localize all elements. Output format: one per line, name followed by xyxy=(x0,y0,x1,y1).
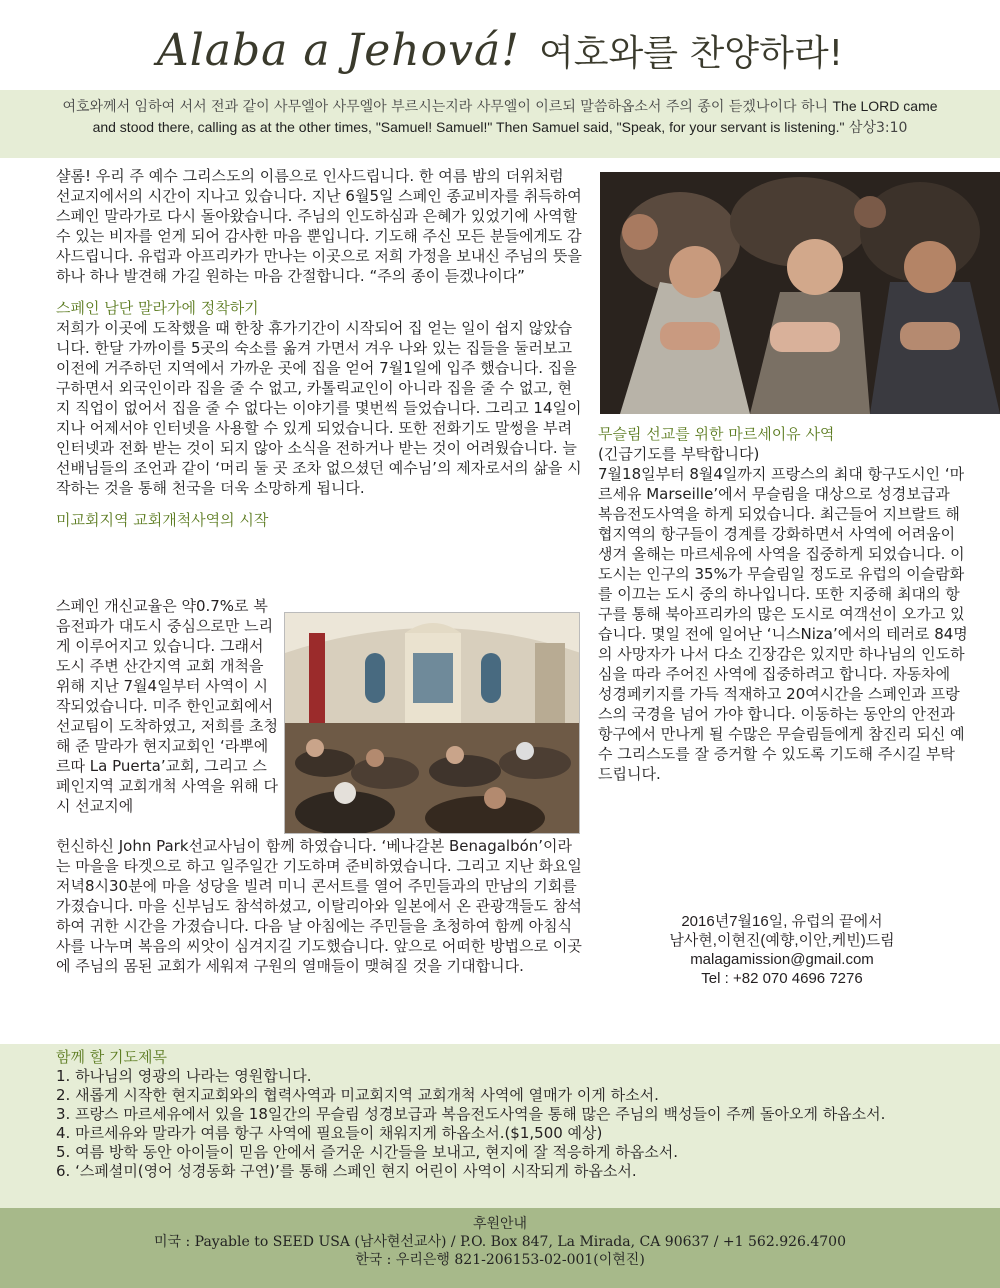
prayer-item: 4. 마르세유와 말라가 여름 항구 사역에 필요들이 채워지게 하옵소서.($1,500 예상) xyxy=(56,1124,603,1142)
support-footer xyxy=(0,1208,1000,1288)
prayer-item: 3. 프랑스 마르세유에서 있을 18일간의 무슬림 성경보급과 복음전도사역을 통해 많은 주님의 백성들이 주께 돌아오게 하옵소서. xyxy=(56,1105,886,1123)
support-usa: 미국 : Payable to SEED USA (남사현선교사) / P.O. Box 847, La Mirada, CA 90637 / +1 562.926.4700 xyxy=(154,1234,846,1250)
signature-email[interactable]: malagamission@gmail.com xyxy=(690,951,874,968)
praying-men-image xyxy=(600,172,1000,414)
title-korean: 여호와를 찬양하라! xyxy=(538,33,844,74)
prayer-heading: 함께 할 기도제목 xyxy=(56,1048,167,1066)
signature-date: 2016년7월16일, 유럽의 끝에서 xyxy=(681,913,883,930)
verse-band xyxy=(0,90,1000,158)
verse-english: The LORD came and stood there, calling as at the other times, "Samuel! Samuel!" Then Samuel said, "Speak, for your servant is listening." xyxy=(92,98,938,135)
section-heading-church-planting: 미교회지역 교회개척사역의 시작 xyxy=(56,511,269,529)
prayer-item: 1. 하나님의 영광의 나라는 영원합니다. xyxy=(56,1067,312,1085)
support-korea: 한국 : 우리은행 821-206153-02-001(이현진) xyxy=(355,1252,645,1268)
title-spanish: Alaba a Jehová! xyxy=(156,25,520,76)
section-body-church-planting-wrap: 스페인 개신교율은 약0.7%로 복음전파가 대도시 중심으로만 느리게 이루어지고 있습니다. 그래서 도시 주변 산간지역 교회 개척을 위해 지난 7월4일부터 사역이 시작되었습니다. 미주 한인교회에서 선교팀이 도착하였고, 저희를 초청해 준 말라가 현지교회인 ‘라뿌에르따 La Puerta’교회, 그리고 스페인지역 교회개척 사역을 위해 다시 선교지에 xyxy=(56,597,278,815)
verse-reference: 삼상3:10 xyxy=(848,120,908,136)
prayer-requests-band xyxy=(0,1044,1000,1208)
prayer-item: 6. ‘스페셜미(영어 성경동화 구연)’를 통해 스페인 현지 어린이 사역이 시작되게 하옵소서. xyxy=(56,1162,637,1180)
signature-tel: Tel : +82 070 4696 7276 xyxy=(701,970,863,987)
verse-korean: 여호와께서 임하여 서서 전과 같이 사무엘아 사무엘아 부르시는지라 사무엘이 이르되 말씀하옵소서 주의 종이 듣겠나이다 하니 xyxy=(62,99,829,115)
left-column xyxy=(56,166,582,530)
section-heading-marseille: 무슬림 선교를 위한 마르세이유 사역 xyxy=(598,425,835,443)
section-body-church-planting-rest: 헌신하신 John Park선교사님이 함께 하였습니다. ‘베나갈본 Benagalbón’이라는 마을을 타겟으로 하고 일주일간 기도하며 준비하였습니다. 그리고 지난 화요일 저녁8시30분에 마을 성당을 빌려 미니 콘서트를 열어 주민들과의 만남의 기회를 가졌습니다. 마을 신부님도 참석하셨고, 이탈리아와 일본에서 온 관광객들도 참석하여 귀한 시간을 가졌습니다. 다음 날 아침에는 주민들을 초청하여 함께 아침식사를 나누며 복음의 씨앗이 심겨지길 기도했습니다. 앞으로 어떠한 방법으로 이곳에 주님의 몸된 교회가 세워져 구원의 열매들이 맺혀질 것을 기대합니다. xyxy=(56,837,582,975)
section-body-marseille: 7월18일부터 8월4일까지 프랑스의 최대 항구도시인 ‘마르세유 Marseille’에서 무슬림을 대상으로 성경보급과 복음전도사역을 하게 되었습니다. 최근들어 지브랄트 해협지역의 항구들이 경계를 강화하면서 사역에 어려움이 생겨 올해는 마르세유에 사역을 집중하게 되었습니다. 이 도시는 인구의 35%가 무슬림일 정도로 유럽의 이슬람화를 이끄는 도시 중의 하나입니다. 또한 지중해 최대의 항구를 통해 북아프리카의 많은 도시로 여객선이 오가고 있습니다. 몇일 전에 일어난 ‘니스Niza’에서의 테러로 84명의 사망자가 나서 다소 긴장감은 있지만 하나님의 인도하심을 따라 주어진 사역에 집중하려고 합니다. 자동차에 성경페키지를 가득 적재하고 20여시간을 스페인과 프랑스의 국경을 넘어 가야 합니다. 이동하는 동안의 안전과 항구에서 만나게 될 수많은 무슬림들에게 참진리 되신 예수 그리스도를 잘 증거할 수 있도록 기도해 주시길 부탁드립니다. xyxy=(598,465,968,783)
muslim-prayer-photo xyxy=(600,172,1000,414)
section-heading-malaga: 스페인 남단 말라가에 정착하기 xyxy=(56,299,259,317)
prayer-item: 5. 여름 방학 동안 아이들이 믿음 안에서 즐거운 시간들을 보내고, 현지에 잘 적응하게 하옵소서. xyxy=(56,1143,678,1161)
church-concert-photo xyxy=(284,612,580,834)
signature-names: 남사현,이현진(예향,이안,케빈)드림 xyxy=(669,932,895,949)
newsletter-title xyxy=(0,14,1000,88)
signature-block xyxy=(598,912,966,988)
prayer-item: 2. 새롭게 시작한 현지교회와의 협력사역과 미교회지역 교회개척 사역에 열매가 이게 하소서. xyxy=(56,1086,659,1104)
intro-paragraph: 샬롬! 우리 주 예수 그리스도의 이름으로 인사드립니다. 한 여름 밤의 더위처럼 선교지에서의 시간이 지나고 있습니다. 지난 6월5일 스페인 종교비자를 취득하여 스페인 말라가로 다시 돌아왔습니다. 주님의 인도하심과 은혜가 있었기에 사역할 수 있는 비자를 얻게 되어 감사한 마음 뿐입니다. 기도해 주신 모든 분들에게도 감사드립니다. 유럽과 아프리카가 만나는 이곳으로 저희 가정을 보내신 주님의 뜻을 하나 하나 발견해 가길 원하는 마음 간절합니다. “주의 종이 듣겠나이다” xyxy=(56,167,582,285)
section-subheading-marseille: (긴급기도를 부탁합니다) xyxy=(598,445,760,463)
church-interior-image xyxy=(285,613,580,834)
support-heading: 후원안내 xyxy=(472,1216,528,1232)
section-body-malaga: 저희가 이곳에 도착했을 때 한창 휴가기간이 시작되어 집 얻는 일이 쉽지 않았습니다. 한달 가까이를 5곳의 숙소를 옮겨 가면서 겨우 나와 있는 집들을 둘러보고 이전에 거주하던 지역에서 가까운 곳에 집을 얻어 7월1일에 입주 했습니다. 집을 구하면서 외국인이라 집을 줄 수 없고, 카톨릭교인이 아니라 집을 줄 수 없고, 현지 직업이 없어서 집을 줄 수 없다는 이야기를 몇번씩 들었습니다. 그리고 14일이 지나 어제서야 인터넷을 사용할 수 있게 되었습니다. 또한 전화기도 말썽을 부려 인터넷과 전화 받는 것이 되지 않아 소식을 전하거나 받는 것이 어려웠습니다. 늘 선배님들의 조언과 같이 ‘머리 둘 곳 조차 없으셨던 예수님’의 제자로서의 삶을 시작하는 것을 통해 천국을 더욱 소망하게 됩니다. xyxy=(56,319,582,497)
right-column xyxy=(598,424,968,784)
